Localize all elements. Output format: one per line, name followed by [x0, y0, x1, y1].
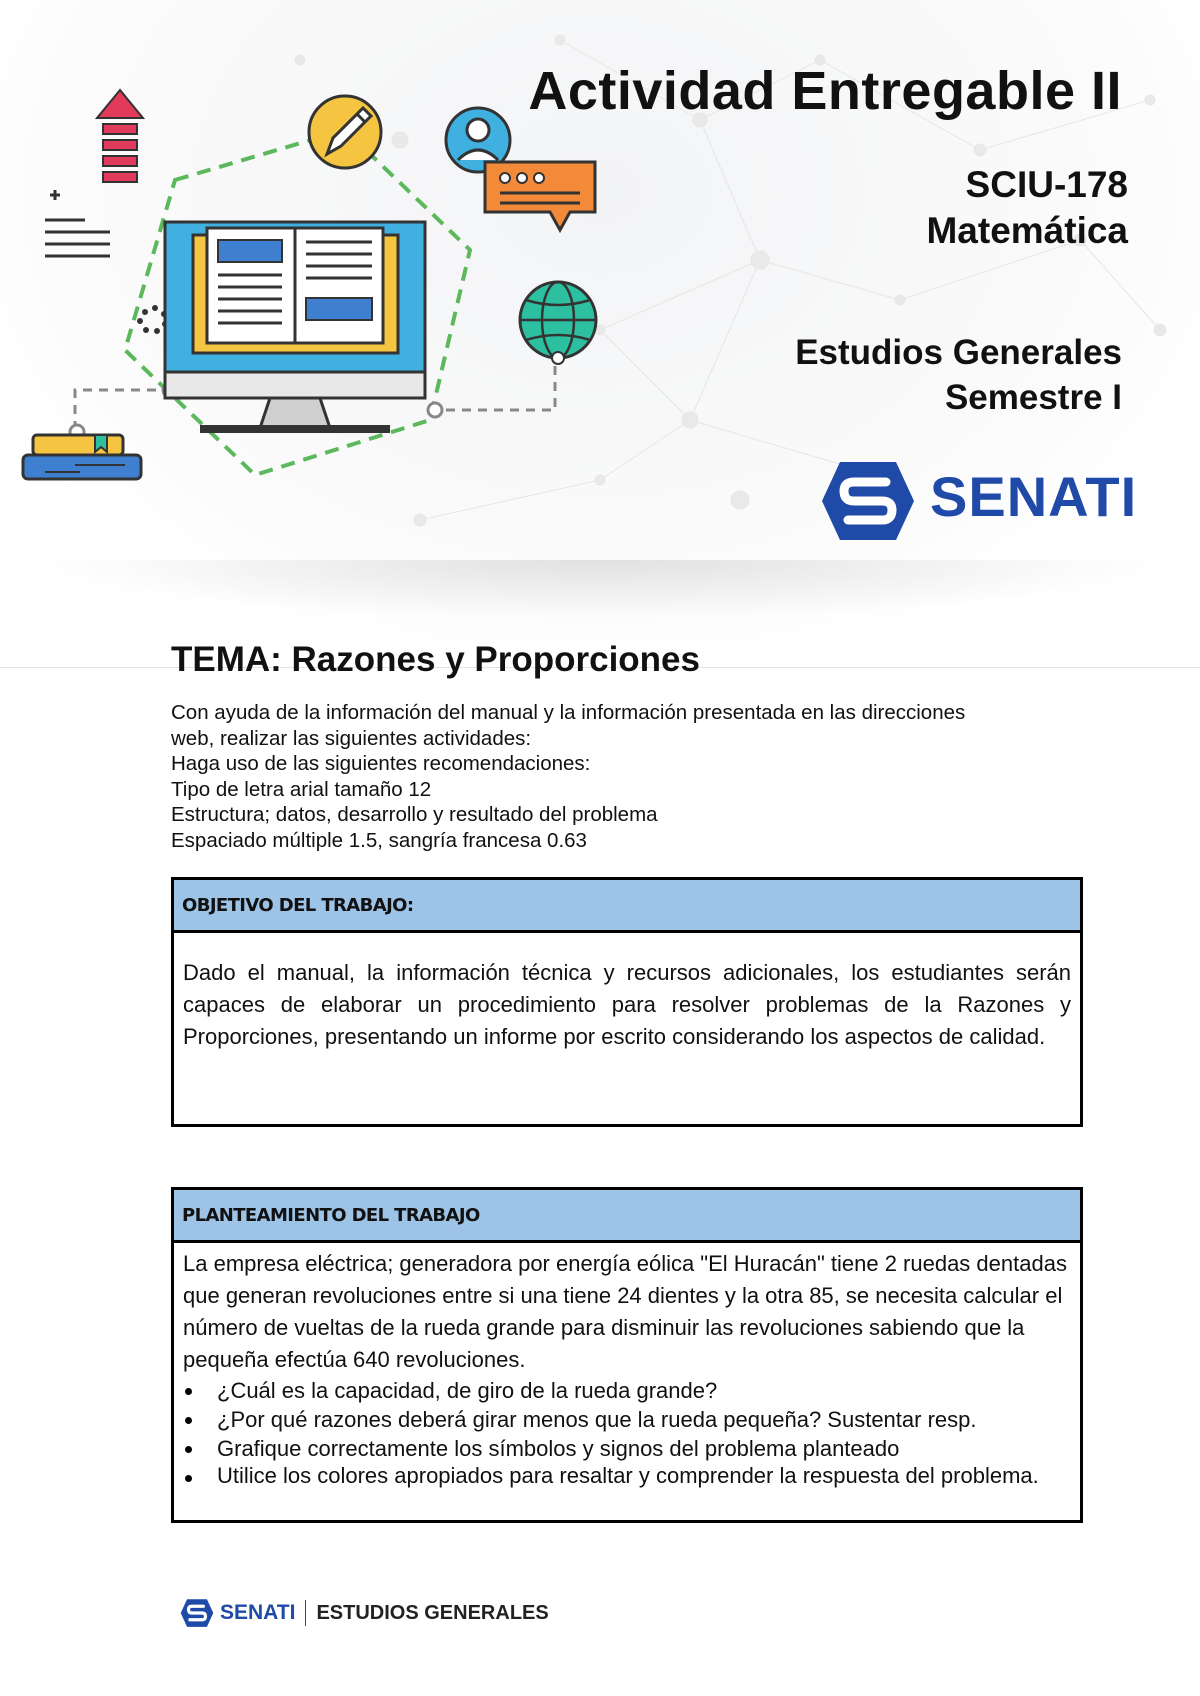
footer-logo-text: SENATI — [220, 1601, 296, 1624]
intro-line: Con ayuda de la información del manual y la información presentada en las direcciones — [171, 701, 966, 724]
books-stack-icon — [23, 435, 141, 479]
user-chat-icon — [446, 108, 595, 230]
bullet-icon — [185, 1388, 192, 1395]
book-monitor-icon — [165, 222, 425, 433]
statement-heading: PLANTEAMIENTO DEL TRABAJO — [174, 1190, 1080, 1243]
course-name: Matemática — [926, 210, 1128, 251]
objective-text: Dado el manual, la información técnica y recursos adicionales, los estudiantes serán capaces de elaborar un procedimiento para resolver problemas de la Razones y Proporciones, presentando un informe por escrito considerando los aspectos de calidad. — [183, 960, 1071, 1049]
education-illustration — [15, 80, 635, 520]
senati-logo-icon — [820, 460, 916, 542]
loading-dots-icon — [137, 305, 168, 334]
pencil-icon — [309, 96, 381, 168]
page-footer — [180, 1596, 549, 1630]
statement-bullets — [183, 1376, 1071, 1489]
list-item: Grafique correctamente los símbolos y signos del problema planteado — [217, 1434, 1071, 1463]
document-title: Actividad Entregable II — [528, 61, 1122, 121]
upload-arrow-icon — [97, 90, 143, 182]
list-item: Utilice los colores apropiados para resaltar y comprender la respuesta del problema. — [217, 1463, 1071, 1489]
course-code: SCIU-178 — [965, 164, 1128, 205]
header-shadow — [20, 560, 1180, 620]
list-icon — [45, 190, 110, 256]
bullet-icon — [185, 1417, 192, 1424]
intro-line: Espaciado múltiple 1.5, sangría francesa 0.63 — [171, 828, 587, 852]
statement-body — [174, 1243, 1080, 1489]
globe-icon — [520, 282, 596, 364]
semester-label: Semestre I — [944, 378, 1122, 417]
list-item: ¿Por qué razones deberá girar menos que la rueda pequeña? Sustentar resp. — [217, 1405, 1071, 1434]
topic-title: TEMA: Razones y Proporciones — [171, 640, 700, 679]
bullet-icon — [185, 1446, 192, 1453]
footer-separator — [305, 1600, 306, 1626]
intro-text — [171, 700, 1071, 853]
list-item: ¿Cuál es la capacidad, de giro de la rueda grande? — [217, 1376, 1071, 1405]
statement-text: La empresa eléctrica; generadora por energía eólica "El Huracán" tiene 2 ruedas dentadas que generan revoluciones entre si una tiene 24 dientes y la otra 85, se necesita calcular el número de vueltas de la rueda grande para disminuir las revoluciones sabiendo que la pequeña efectúa 640 revoluciones. — [183, 1251, 1067, 1372]
intro-line: Estructura; datos, desarrollo y resultado del problema — [171, 803, 658, 826]
statement-box — [171, 1187, 1083, 1523]
footer-label: ESTUDIOS GENERALES — [316, 1601, 549, 1624]
objective-box — [171, 877, 1083, 1127]
bullet-icon — [185, 1475, 192, 1482]
intro-line: Haga uso de las siguientes recomendaciones: — [171, 752, 591, 775]
intro-line: Tipo de letra arial tamaño 12 — [171, 777, 432, 801]
senati-logo — [820, 460, 1138, 542]
senati-logo-text: SENATI — [930, 465, 1138, 528]
objective-heading: OBJETIVO DEL TRABAJO: — [174, 880, 1080, 933]
program-name: Estudios Generales — [795, 333, 1122, 372]
intro-line: web, realizar las siguientes actividades: — [171, 726, 532, 750]
senati-logo-icon — [180, 1598, 214, 1628]
